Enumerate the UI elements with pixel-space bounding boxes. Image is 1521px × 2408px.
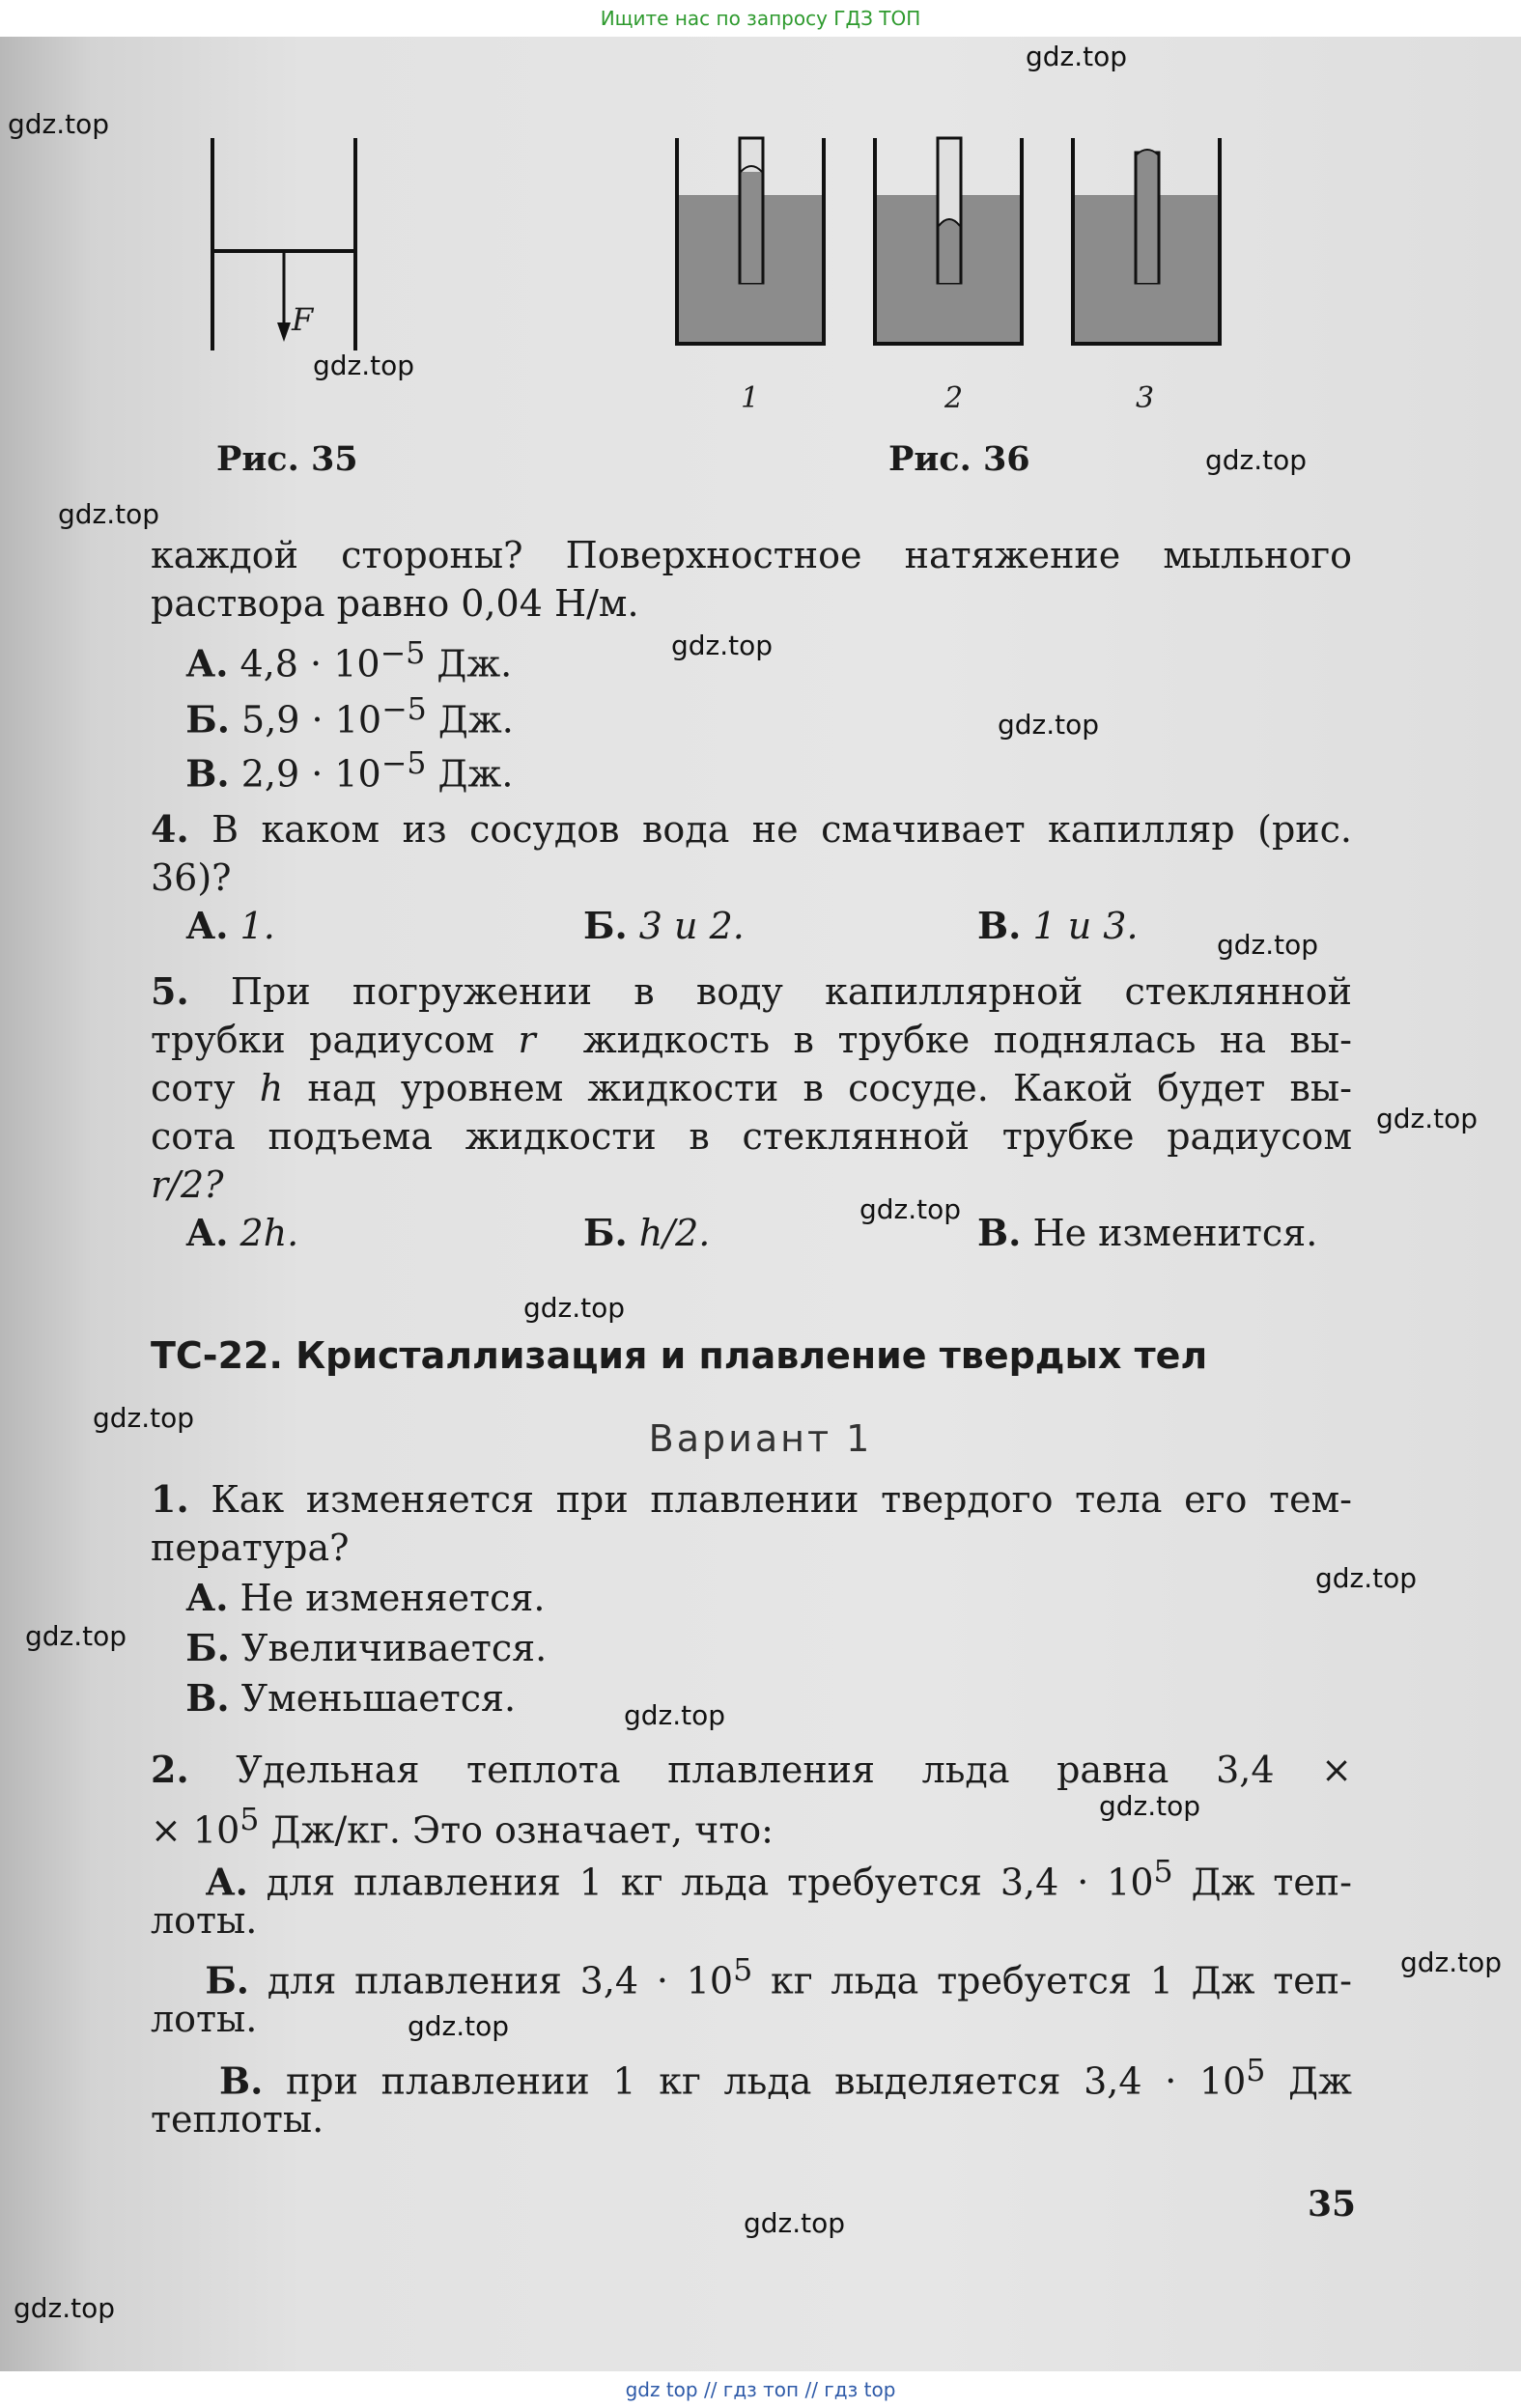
q5-text-line4: сота подъема жидкости в стеклянной трубке радиусом (151, 1115, 1352, 1158)
watermark: gdz.top (1376, 1103, 1479, 1134)
q3-text-line1: каждой стороны? Поверхностное натяжение мыльного (151, 534, 1352, 576)
q3-option-b: Б. $5,9 \cdot 10^{-5}$ Дж. (185, 692, 514, 742)
watermark: gdz.top (744, 2207, 846, 2239)
s2-option-c: В. при плавлении 1 кг льда выделяется $3,4 \cdot 10^5$ Дж (218, 2054, 1352, 2103)
top-banner[interactable] (0, 0, 1521, 37)
s2-option-a: А. для плавления 1 кг льда требуется $3,4 \cdot 10^5$ Дж теп- (205, 1855, 1352, 1904)
q4-text-line2: 36)? (151, 856, 232, 899)
watermark: gdz.top (408, 2010, 510, 2042)
q4-option-a: А. 1. (185, 904, 275, 947)
q5-text-line2: трубки радиусом r жидкость в трубке поднялась на вы- (151, 1019, 1352, 1061)
watermark: gdz.top (8, 108, 110, 140)
s2-text-line1: 2. Удельная теплота плавления льда равна 3,4 × (151, 1748, 1352, 1791)
watermark: gdz.top (93, 1402, 195, 1434)
vessel-3-label: 3 (1136, 381, 1155, 415)
s1-text-line1: 1. Как изменяется при плавлении твердого тела его тем- (151, 1477, 1352, 1521)
q5-option-b: Б. h/2. (583, 1211, 711, 1254)
q5-text-line3: соту h над уровнем жидкости в сосуде. Какой будет вы- (151, 1067, 1352, 1109)
watermark: gdz.top (671, 630, 774, 661)
watermark: gdz.top (313, 350, 415, 381)
q5-text-line1: 5. При погружении в воду капиллярной стеклянной (151, 969, 1352, 1013)
s2-option-a-cont: лоты. (151, 1899, 258, 1942)
s1-text-line2: пература? (151, 1526, 350, 1569)
figure-35-caption: Рис. 35 (216, 439, 358, 479)
watermark: gdz.top (25, 1620, 127, 1652)
q4-option-c: В. 1 и 3. (977, 904, 1139, 947)
s2-option-b-cont: лоты. (151, 1998, 258, 2040)
q4-text-line1: 4. В каком из сосудов вода не смачивает капилляр (рис. (151, 807, 1352, 851)
section-title: ТС-22. Кристаллизация и плавление твердых тел (151, 1334, 1208, 1377)
watermark: gdz.top (1315, 1562, 1418, 1594)
q3-option-c: В. $2,9 \cdot 10^{-5}$ Дж. (185, 746, 514, 796)
s1-option-b: Б. Увеличивается. (185, 1626, 548, 1669)
q5-option-c: В. Не изменится. (977, 1211, 1318, 1254)
watermark: gdz.top (1099, 1790, 1201, 1822)
watermark: gdz.top (1217, 929, 1319, 961)
s1-option-a: А. Не изменяется. (185, 1576, 546, 1619)
page-number: 35 (1308, 2184, 1357, 2225)
q3-option-a: А. $4,8 \cdot 10^{-5}$ Дж. (185, 636, 513, 686)
watermark: gdz.top (523, 1292, 626, 1324)
figure-36-caption: Рис. 36 (888, 439, 1030, 479)
watermark: gdz.top (1400, 1946, 1503, 1978)
watermark: gdz.top (1205, 444, 1308, 476)
s2-option-c-cont: теплоты. (151, 2098, 324, 2141)
s2-text-line2: × $10^5$ Дж/кг. Это означает, что: (151, 1803, 774, 1852)
q5-text-line5: r/2? (151, 1163, 224, 1206)
vessel-2-label: 2 (944, 381, 964, 415)
s2-option-b: Б. для плавления $3,4 \cdot 10^5$ кг льда требуется 1 Дж теп- (205, 1953, 1352, 2002)
variant-heading: Вариант 1 (648, 1417, 873, 1460)
bottom-banner-text[interactable]: gdz top // гдз топ // гдз top (625, 2378, 896, 2401)
q3-text-line2: раствора равно 0,04 Н/м. (151, 582, 639, 625)
bottom-banner[interactable] (0, 2371, 1521, 2408)
force-label: F (292, 301, 314, 338)
q5-option-a: А. 2h. (185, 1211, 299, 1254)
watermark: gdz.top (14, 2292, 116, 2324)
figure-36-vessels-diagram (672, 133, 1232, 355)
watermark: gdz.top (998, 709, 1100, 741)
s1-option-c: В. Уменьшается. (185, 1676, 517, 1720)
watermark: gdz.top (859, 1193, 962, 1225)
figure-35-piston-diagram (203, 133, 377, 355)
top-banner-text[interactable]: Ищите нас по запросу ГДЗ ТОП (600, 7, 921, 30)
watermark: gdz.top (58, 498, 160, 530)
watermark: gdz.top (624, 1699, 726, 1731)
vessel-1-label: 1 (741, 381, 760, 415)
watermark: gdz.top (1026, 41, 1128, 72)
q4-option-b: Б. 3 и 2. (583, 904, 745, 947)
